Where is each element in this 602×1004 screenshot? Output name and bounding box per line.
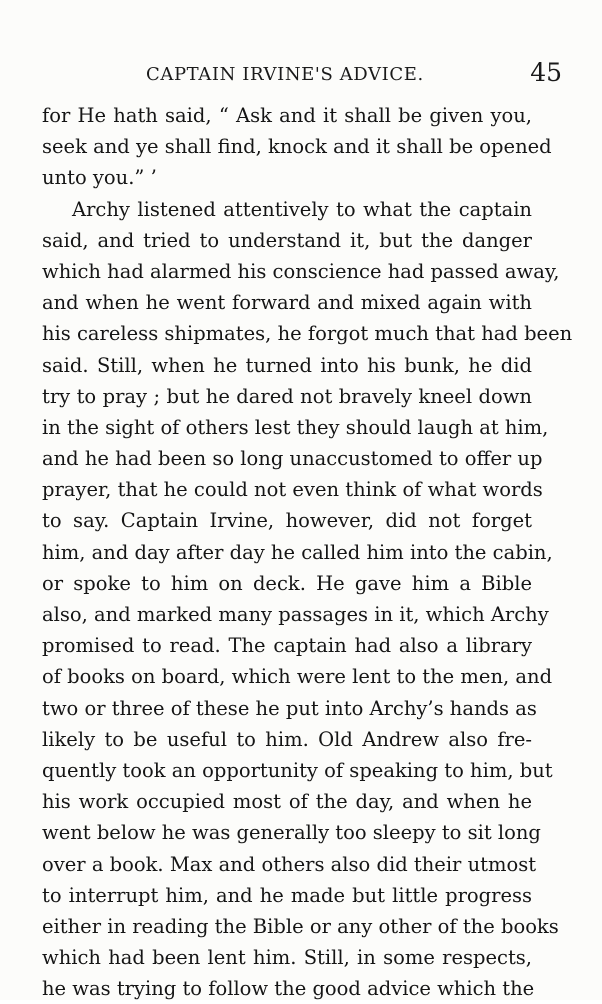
text-line: for He hath said, “ Ask and it shall be given you, (42, 104, 532, 127)
text-line: to say. Captain Irvine, however, did not forget (42, 509, 532, 533)
text-line: and when he went forward and mixed again with (42, 291, 532, 315)
text-line: seek and ye shall find, knock and it shall be opened (42, 135, 552, 159)
text-line: his work occupied most of the day, and when he (42, 790, 532, 814)
text-line: of books on board, which were lent to the men, and (42, 665, 553, 689)
text-line: Archy listened attentively to what the captain (72, 197, 532, 221)
text-line: his careless shipmates, he forgot much that had been (42, 322, 573, 346)
text-line: two or three of these he put into Archy’s hands as (42, 696, 537, 720)
text-line: which had alarmed his conscience had passed away, (42, 259, 560, 283)
text-line: prayer, that he could not even think of what words (42, 478, 543, 502)
text-line: said. Still, when he turned into his bunk, he did (42, 353, 532, 377)
text-line: went below he was generally too sleepy to sit long (42, 821, 541, 845)
text-line: either in reading the Bible or any other of the books (42, 914, 559, 938)
running-head: CAPTAIN IRVINE'S ADVICE. (146, 64, 424, 85)
text-line: to interrupt him, and he made but little progress (42, 883, 532, 907)
text-line: him, and day after day he called him into the cabin, (42, 540, 553, 564)
text-line: in the sight of others lest they should laugh at him, (42, 415, 549, 439)
text-line: and he had been so long unaccustomed to offer up (42, 447, 543, 471)
text-line: also, and marked many passages in it, which Archy (42, 603, 549, 626)
text-line: try to pray ; but he dared not bravely kneel down (42, 384, 532, 408)
page-number: 45 (530, 58, 562, 87)
text-line: said, and tried to understand it, but the danger (42, 228, 532, 252)
text-line: over a book. Max and others also did their utmost (42, 852, 537, 876)
text-line: quently took an opportunity of speaking to him, but (42, 758, 553, 782)
text-line: or spoke to him on deck. He gave him a Bible (42, 571, 532, 595)
page-header (40, 58, 580, 90)
text-line: promised to read. The captain had also a library (42, 634, 532, 658)
text-line: likely to be useful to him. Old Andrew also fre- (42, 727, 532, 751)
body-text (42, 100, 573, 1004)
text-line: he was trying to follow the good advice which the (42, 977, 535, 1001)
text-line: which had been lent him. Still, in some respects, (42, 946, 532, 970)
text-line: unto you.” ’ (42, 166, 157, 190)
